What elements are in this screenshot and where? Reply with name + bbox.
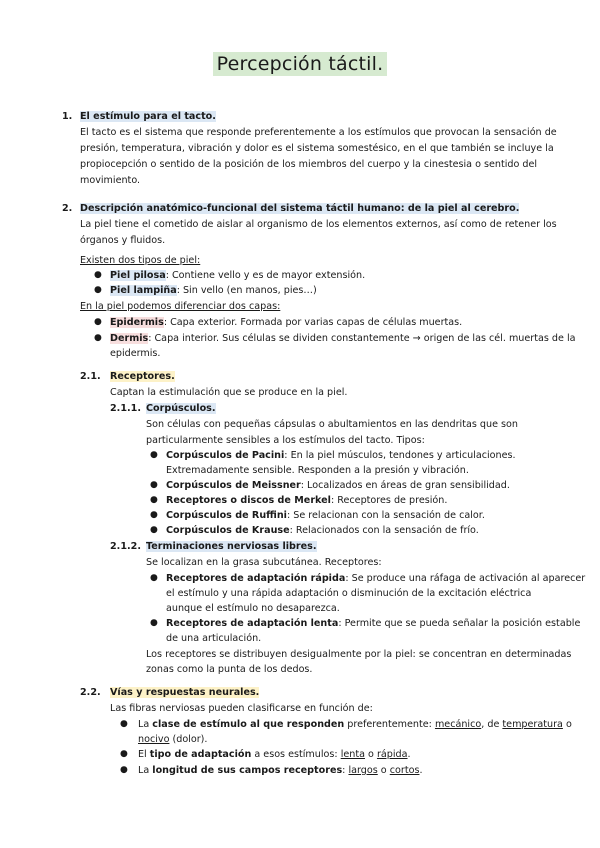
section-2-2-heading: Vías y respuestas neurales. — [110, 687, 260, 698]
corpuscle-ruffini: Corpúsculos de Ruffini: Se relacionan con la sensación de calor. — [166, 510, 485, 521]
section-1-number: 1. — [62, 111, 73, 122]
page-title: Percepción táctil. — [213, 52, 388, 76]
bullet-icon: ● — [150, 525, 158, 535]
bullet-icon: ● — [120, 719, 128, 729]
section-2-1-2-heading: Terminaciones nerviosas libres. — [146, 541, 317, 552]
section-1-line-3: propiocepción o sentido de la posición de los miembros del cuerpo y la cinestesia o sentido del — [80, 159, 538, 170]
section-2-line-2: órganos y fluidos. — [80, 235, 166, 246]
corpuscle-merkel: Receptores o discos de Merkel: Receptores de presión. — [166, 495, 448, 506]
section-2-2-text: Las fibras nerviosas pueden clasificarse en función de: — [110, 703, 373, 714]
section-2-1-heading: Receptores. — [110, 371, 175, 382]
bullet-icon: ● — [150, 480, 158, 490]
section-2-1-2-number: 2.1.2. — [110, 541, 141, 552]
section-2-number: 2. — [62, 203, 73, 214]
section-2-1-2-closing-1: Los receptores se distribuyen desigualmente por la piel: se concentran en determinadas — [146, 649, 572, 660]
corpuscle-meissner: Corpúsculos de Meissner: Localizados en áreas de gran sensibilidad. — [166, 480, 510, 491]
fiber-classification-3: La longitud de sus campos receptores: largos o cortos. — [138, 765, 423, 776]
skin-layers-title: En la piel podemos diferenciar dos capas: — [80, 301, 281, 312]
receptor-rapid: Receptores de adaptación rápida: Se produce una ráfaga de activación al aparecer — [166, 573, 586, 584]
layer-dermis: Dermis: Capa interior. Sus células se dividen constantemente → origen de las cél. muertas de la — [110, 333, 576, 344]
section-2-1-1-heading: Corpúsculos. — [146, 403, 216, 414]
section-1-line-2: presión, temperatura, vibración y dolor es el sistema somestésico, en el que también se incluye la — [80, 143, 554, 154]
title-container — [0, 52, 600, 76]
section-2-1-1-line-2: particularmente sensibles a los estímulos del tacto. Tipos: — [146, 435, 425, 446]
bullet-icon: ● — [150, 573, 158, 583]
bullet-icon: ● — [94, 270, 102, 280]
receptor-rapid-cont-2: aunque el estímulo no desaparezca. — [166, 603, 340, 614]
section-2-1-2-closing-2: zonas como la punta de los dedos. — [146, 664, 313, 675]
bullet-icon: ● — [150, 510, 158, 520]
receptor-slow: Receptores de adaptación lenta: Permite que se pueda señalar la posición estable — [166, 618, 581, 629]
layer-dermis-cont: epidermis. — [110, 348, 161, 359]
bullet-icon: ● — [120, 749, 128, 759]
bullet-icon: ● — [94, 317, 102, 327]
section-2-1-1-number: 2.1.1. — [110, 403, 141, 414]
section-2-1-2-text: Se localizan en la grasa subcutánea. Receptores: — [146, 557, 382, 568]
bullet-icon: ● — [120, 765, 128, 775]
skin-types-title: Existen dos tipos de piel: — [80, 255, 201, 266]
fiber-classification-2: El tipo de adaptación a esos estímulos: lenta o rápida. — [138, 749, 411, 760]
bullet-icon: ● — [94, 285, 102, 295]
section-1-heading: El estímulo para el tacto. — [80, 111, 216, 122]
section-2-1-1-line-1: Son células con pequeñas cápsulas o abultamientos en las dendritas que son — [146, 419, 518, 430]
receptor-slow-cont: de una articulación. — [166, 633, 262, 644]
section-2-2-number: 2.2. — [80, 687, 101, 698]
bullet-icon: ● — [150, 450, 158, 460]
section-1-line-1: El tacto es el sistema que responde preferentemente a los estímulos que provocan la sensación de — [80, 127, 557, 138]
layer-epidermis: Epidermis: Capa exterior. Formada por varias capas de células muertas. — [110, 317, 463, 328]
corpuscle-krause: Corpúsculos de Krause: Relacionados con la sensación de frío. — [166, 525, 479, 536]
section-2-1-number: 2.1. — [80, 371, 101, 382]
section-2-heading: Descripción anatómico-funcional del sistema táctil humano: de la piel al cerebro. — [80, 203, 520, 214]
fiber-classification-1: La clase de estímulo al que responden preferentemente: mecánico, de temperatura o — [138, 719, 572, 730]
section-2-1-text: Captan la estimulación que se produce en la piel. — [110, 387, 348, 398]
bullet-icon: ● — [94, 333, 102, 343]
section-2-line-1: La piel tiene el cometido de aislar al organismo de los elementos externos, así como de retener los — [80, 219, 557, 230]
corpuscle-pacini: Corpúsculos de Pacini: En la piel músculos, tendones y articulaciones. — [166, 450, 516, 461]
bullet-icon: ● — [150, 495, 158, 505]
receptor-rapid-cont-1: el estímulo y una rápida adaptación o disminución de la excitación eléctrica — [166, 588, 532, 599]
skin-type-pilosa: Piel pilosa: Contiene vello y es de mayor extensión. — [110, 270, 366, 281]
bullet-icon: ● — [150, 618, 158, 628]
corpuscle-pacini-cont: Extremadamente sensible. Responden a la presión y vibración. — [166, 465, 469, 476]
skin-type-lampina: Piel lampiña: Sin vello (en manos, pies…) — [110, 285, 317, 296]
fiber-classification-1-cont: nocivo (dolor). — [138, 734, 208, 745]
section-1-line-4: movimiento. — [80, 175, 141, 186]
